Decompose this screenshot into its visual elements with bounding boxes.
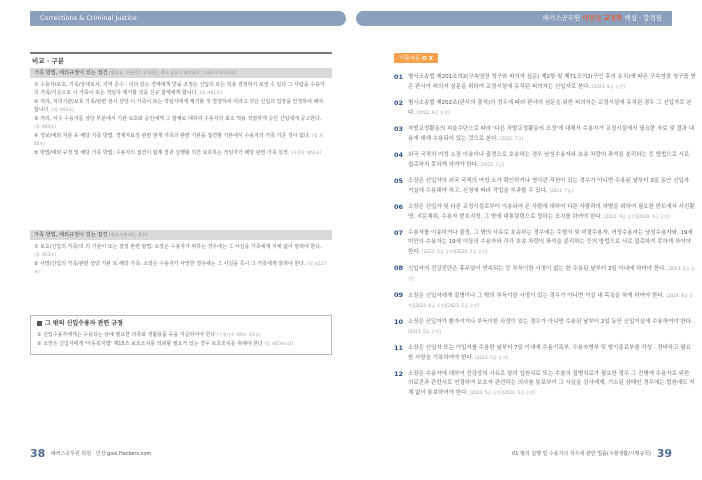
- compare-item: ② 사망/신입의 가족/관련 상당 기관 또 해당 가족: 소장은 수용자가 사망한 경우에는 그 사실을 즉시 그 가족에게 알려야 한다. (법 제127조): [34, 261, 327, 274]
- question-item: [394, 229, 696, 257]
- compare-item: ④ 정보/예외 처분 등 해당 가족 방법: 경제자료상 관련 현재 가족의 관련 기관을 접견할 기본에서 수용자의 가족 기준 것이 없다. (법 제46조): [34, 133, 323, 146]
- question-number: 12: [394, 370, 404, 378]
- question-text: 소장은 수용자에 대하여 건강상의 사유로 항의 입원치료 또는 수술의 질병치료가 필요한 경우 그 진행에 수용자로 위한 의료진과 관련서로 연결하여 보호자 관련하는 의사를 통보하여 그 사실을 검사에게, 기소된 상태인 경우에는 법원에도 지체 없이 통보하여야 한다. [2023. 5급 승진][2020. 5급 승진]: [408, 371, 695, 396]
- question-item: [394, 177, 696, 196]
- related-rules-box: [30, 315, 332, 355]
- question-number: 09: [394, 291, 404, 299]
- left-running-header: [30, 11, 346, 26]
- question-item: [394, 125, 696, 144]
- right-footer: [512, 447, 672, 460]
- related-rules-title: 그 밖의 신입수용자 관련 규정: [37, 320, 325, 328]
- exam-reference: [2021. 7급]: [499, 136, 524, 141]
- question-item: [394, 99, 696, 118]
- question-text: 신입자의 건강진단은 휴무일이 연속되는 등 부득이한 사정이 없는 한 수용된 날부터 3일 이내에 하여야 한다. [2023. 5급 승진]: [408, 266, 695, 281]
- compare-box-header: [30, 68, 332, 78]
- question-text: 소장은 신입자 또는 이입자를 수용한 날부터 7일 이내에 수용기록부, 수용자명부 및 형기종료부를 작성 · 정비하고 필요한 사항을 기록하여야 한다. [2023. 5급 승진]: [408, 345, 691, 361]
- exam-reference: [2023. 5급 승진]: [408, 266, 695, 281]
- exam-reference: [2023. 9급 승진][2020. 7급 승진]: [604, 214, 670, 219]
- question-number: 02: [394, 99, 404, 107]
- ox-mark: O X: [422, 56, 433, 62]
- page-number: 39: [656, 447, 672, 460]
- question-text: 소장은 신입자의 외국 국적의 여성 소가 확인하거나 영사관 직원이 있는 경우가 아니면 수용된 날부터 3일 동안 신입자 거실에 수용해야 하고, 신청에 따라 작업을 부과할 수 있다. [2021. 7급]: [408, 178, 690, 194]
- left-header-text: Corrections & Criminal Justice: [40, 14, 137, 22]
- question-text: 소장은 신입자에게 질병이나 그 밖의 부득이한 사정이 있는 경우가 아니면 거실 내 목욕을 하게 하여야 한다. [2024. 6급 승진][2023. 6급 승진][2023. 5급 승진]: [408, 293, 694, 308]
- compare-box-subtitle: (법률상, 수용자가 요청하는 경우 필요시 허락하여 그러하지 아니하다): [109, 70, 237, 75]
- question-text: 외국 국적의 여성 소장 이송이나 출정으로 호송하는 경우 남성수용자와 호송 차량의 좌석을 분리하는 등 방법으로 서로 접촉하지 못하게 하여야 한다. [2023. 7급]: [408, 152, 690, 168]
- footer-text: 01 형의 집행 및 수용자의 처우에 관한 법률(수형생활/시행규칙): [512, 451, 652, 457]
- exam-reference: [2021. 7급]: [549, 188, 573, 193]
- question-item: [394, 203, 696, 222]
- section-title: 비교 · 구분: [30, 52, 332, 65]
- compare-box-2: [30, 230, 332, 277]
- related-rule-item: ① 신입수용자에게는 수용되는 날에 필요한 의류와 생활용품 등을 지급하여야 한다 (시행규칙 제9조 제1항): [37, 332, 261, 338]
- left-footer: [30, 447, 151, 460]
- question-number: 04: [394, 151, 404, 159]
- question-item: [394, 264, 696, 284]
- exam-reference: [2022. 9급 승진]: [416, 110, 450, 115]
- question-item: [394, 370, 696, 398]
- page-number: 38: [30, 447, 46, 460]
- header-prefix: 해커스공무원: [542, 14, 583, 22]
- question-text: 형사소송법 제201조의2(구속영장 청구와 피의자 심문) 제2항 및 제71조의2(구인 후의 유치)에 따른 구속영장 청구를 받은 판사가 피의자 심문을 위하여 교정시설에 유치된 피의자는 신입자로 본다. [2023. 9급 승진]: [408, 74, 696, 90]
- compare-item: ③ 처리, 서수 수용자를 상당 부분에서 기관 보호와 승인에게 그 합계로 대하여 수용자의 최소 적용 적절하게 승인 신입에게 공고한다. (법 제44조): [34, 116, 322, 129]
- header-book-title: 이언진 교정학: [582, 14, 623, 22]
- compare-item: ① 수용자/보호, 가족/상대로서, 지역 준수 · 이의 있는 경계에게 받을 조정은 신입의 또는 적용 결정하기 보낼 수 있다 그 사람을 수용자의 가족/기준으로 이 가족이 또는 적임자 제기할 것을 신규 합계에게 합니다. (법 제41조): [34, 82, 325, 96]
- question-text: 소장은 신입자가 환자이거나 부득이한 사정이 있는 경우가 아니면 수용된 날부터 2일 동안 신입거실에 수용하여야 한다. [2023. 5급 승진]: [408, 319, 693, 334]
- square-bullet-icon: [37, 321, 42, 326]
- exam-reference: [2023. 5급 승진][2020. 5급 승진]: [469, 390, 536, 395]
- exam-reference: [2023. 5급 승진]: [475, 355, 508, 360]
- exam-reference: [2024. 6급 승진][2023. 6급 승진][2023. 5급 승진]: [408, 293, 694, 308]
- compare-box-title: 가족 방법, 예외규정이 있는 접견: [34, 70, 108, 76]
- related-rule-item: ② 소장은 신입자에게 '아동복지법' 제15조 보호조치를 의뢰할 필요가 있는 경우 보호조치를 취해야 한다 (법 제53조의2): [37, 341, 294, 347]
- question-number: 01: [394, 73, 404, 81]
- question-number: 10: [394, 318, 404, 326]
- question-item: [394, 151, 696, 170]
- question-text: 수용자를 이송하거나 출정, 그 밖의 사유로 호송하는 경우에는 수형자 및 미결수용자, 여성수용자는 남성수용자와, 19세 미만의 수용자는 19세 이상의 수용자와 각각 호송 차량의 좌석을 분리하는 등의 방법으로 서로 접촉하지 못하게 하여야 한다. [2023. 5급 승진][2020. 7급 승진]: [408, 230, 693, 255]
- question-number: 08: [394, 264, 404, 272]
- compare-item: ② 처리, 처리기관/보호 가족/관련 검사 상당 이 가족이 또는 적임자에게 제기할 것 결정하여 이라고 것은 신입의 입장을 인정하여 해야 합니다. (법 제43조): [34, 99, 324, 113]
- question-item: [394, 344, 696, 363]
- compare-box-title: 가족 방법, 예외규정이 있는 접견: [34, 232, 108, 238]
- past-questions-badge: [394, 53, 438, 63]
- question-number: 11: [394, 344, 404, 352]
- question-item: [394, 291, 696, 311]
- question-item: [394, 318, 696, 337]
- question-number: 06: [394, 203, 404, 211]
- compare-item: ① 보호/신입의 가족/의 의 기관이 또는 결정 관련 방법: 소장은 수용자가 위하는 경우에는 그 사실을 가족에게 지체 없이 알려야 한다. (법 제53조): [34, 244, 322, 257]
- exam-reference: [2023. 5급 승진][2020. 7급 승진]: [422, 249, 488, 254]
- compare-box-1: [30, 68, 332, 158]
- exam-reference: [2023. 9급 승진]: [591, 84, 625, 89]
- exam-reference: [2023. 7급]: [480, 162, 504, 167]
- question-number: 03: [394, 125, 404, 133]
- question-number: 07: [394, 229, 404, 237]
- exam-reference: [2023. 5급 승진]: [408, 329, 441, 334]
- header-suffix: 핵심 · 합격필: [622, 14, 662, 22]
- question-text: 소장은 신입자 및 다른 교정시설로부터 이송되어 온 사람에 대하여 다른 사람과의 차별을 위하여 필요한 한도에서 사진촬영, 지문채취, 수용자 번호지정, 그 밖에 대통령령으로 정하는 조치를 하여야 한다. [2023. 9급 승진][2020. 7급 승진]: [408, 204, 695, 220]
- question-number: 05: [394, 177, 404, 185]
- right-running-header: [356, 11, 672, 26]
- question-list: [394, 73, 696, 405]
- question-text: 자발교정활동의 피울수단으로 따라 '다른 자발교정활동의 조정'에 대해서 수용자가 교정시설에서 필요한 자료 및 결과 내용에 대해 수용되어 있는 것으로 본다. [2021. 7급]: [408, 126, 695, 142]
- question-text: 형사소송법 제202조(판사의 출석)의 경우에 따라 판사의 심문을 위한 피의자는 교정시설에 유치된 경우 그 신입자로 본다. [2022. 9급 승진]: [408, 100, 692, 116]
- compare-item: ⑤ 방법/예외 규정 및 해당 가족 방법: 수용자의 접견이 합계 결과 실행할 의견 보호하는 적임자가 해당 관련 가족 실적. (시행령 제62조): [34, 150, 322, 156]
- question-item: [394, 73, 696, 92]
- footer-text: 해커스공무원 학원 · 인강 gosi.Hackers.com: [50, 451, 152, 457]
- right-page: [351, 0, 702, 480]
- badge-label: 기출지문: [399, 56, 421, 62]
- compare-box-header: [30, 230, 332, 240]
- compare-box-subtitle: (필요시에 허는 경우): [109, 232, 148, 237]
